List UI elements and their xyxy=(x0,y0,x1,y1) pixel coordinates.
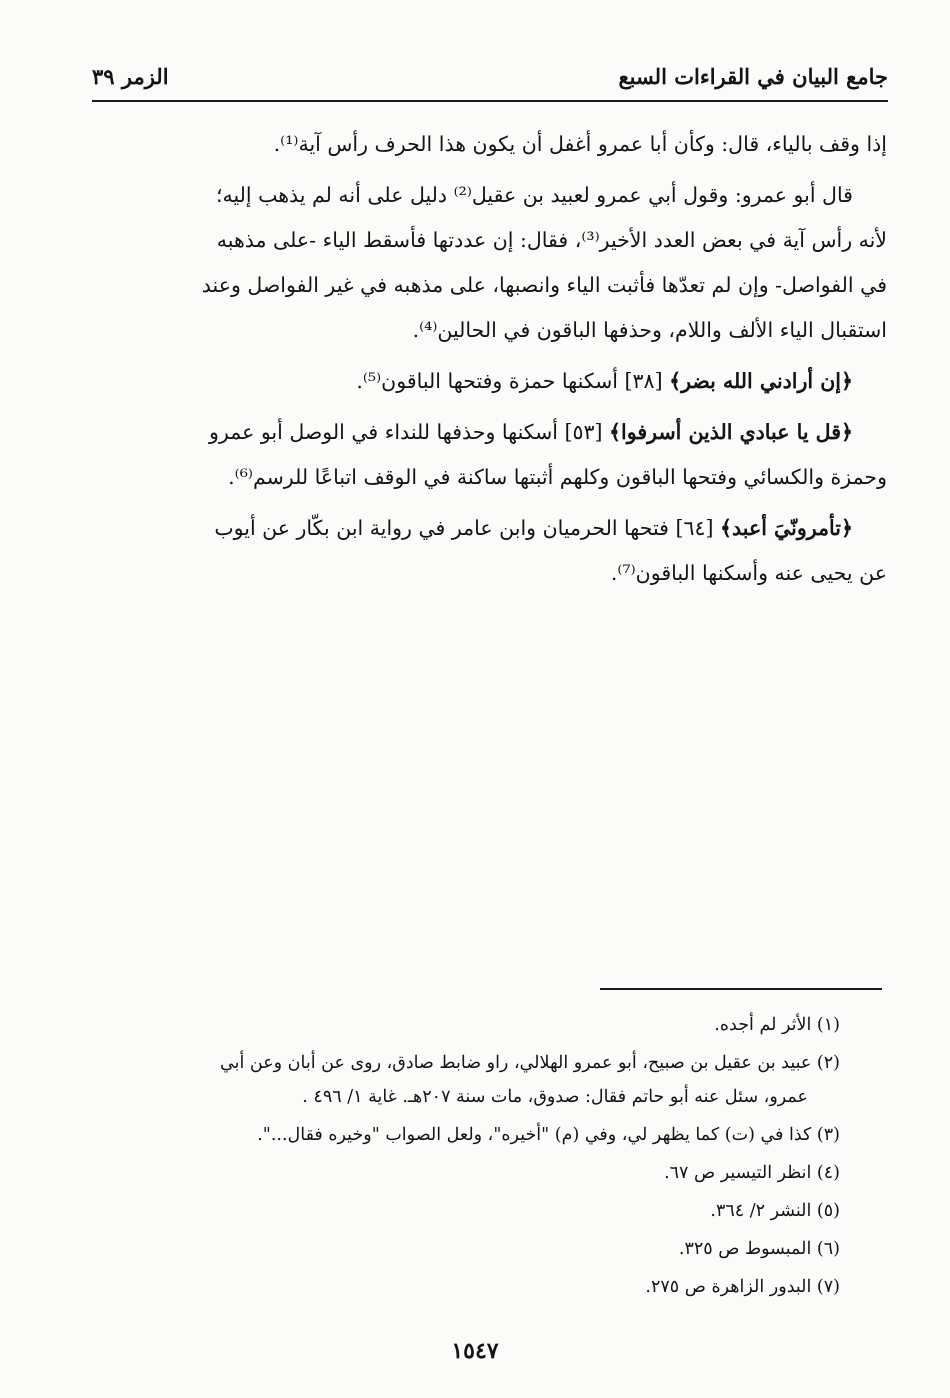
quran-verse: ﴿تأمرونّيَ أعبد﴾ xyxy=(720,516,853,540)
footnote-4 xyxy=(95,1156,840,1190)
footnote-line: (٥) النشر ٢/ ٣٦٤. xyxy=(710,1201,840,1221)
text-line: عن يحيى عنه وأسكنها الباقون⁽⁷⁾. xyxy=(610,561,887,585)
header-rule xyxy=(92,100,888,102)
text-line: في الفواصل- وإن لم تعدّها فأثبت الياء وانصبها، على مذهبه في غير الفواصل وعند xyxy=(201,273,887,297)
footnotes xyxy=(95,1008,840,1308)
commentary-text: [٣٨] أسكنها حمزة وفتحها الباقون⁽⁵⁾. xyxy=(356,369,670,393)
text-line: استقبال الياء الألف واللام، وحذفها الباقون في الحالين⁽⁴⁾. xyxy=(412,318,887,342)
footnote-2 xyxy=(95,1046,840,1114)
footnote-6 xyxy=(95,1232,840,1266)
running-header xyxy=(92,60,888,94)
footnote-line: (٢) عبيد بن عقيل بن صبيح، أبو عمرو الهلالي، راو ضابط صادق، روى عن أبان وعن أبي xyxy=(219,1053,840,1073)
commentary-text: [٥٣] أسكنها وحذفها للنداء في الوصل أبو عمرو xyxy=(209,420,610,444)
footnote-line: (٤) انظر التيسير ص ٦٧. xyxy=(664,1163,840,1183)
page-number: ١٥٤٧ xyxy=(451,1338,499,1364)
text-line: وحمزة والكسائي وفتحها الباقون وكلهم أثبتها ساكنة في الوقف اتباعًا للرسم⁽⁶⁾. xyxy=(228,465,887,489)
paragraph-1 xyxy=(95,122,887,167)
quran-verse: ﴿قل يا عبادي الذين أسرفوا﴾ xyxy=(609,420,853,444)
main-text xyxy=(95,122,887,602)
footnote-separator xyxy=(600,988,882,990)
footnote-5 xyxy=(95,1194,840,1228)
footnote-7 xyxy=(95,1270,840,1304)
surah-label: الزمر ٣٩ xyxy=(92,64,169,89)
paragraph-4 xyxy=(95,410,887,500)
quran-verse: ﴿إن أرادني الله بضر﴾ xyxy=(669,369,853,393)
commentary-text: [٦٤] فتحها الحرميان وابن عامر في رواية ابن بكّار عن أيوب xyxy=(214,516,721,540)
paragraph-3 xyxy=(95,359,887,404)
text-line: لأنه رأس آية في بعض العدد الأخير⁽³⁾، فقال: إن عددتها فأسقط الياء -على مذهبه xyxy=(216,228,887,252)
book-title: جامع البيان في القراءات السبع xyxy=(618,64,888,89)
text-line: قال أبو عمرو: وقول أبي عمرو لعبيد بن عقيل⁽²⁾ دليل على أنه لم يذهب إليه؛ xyxy=(215,183,853,207)
text-line xyxy=(95,359,887,404)
footnote-line: (٧) البدور الزاهرة ص ٢٧٥. xyxy=(645,1277,840,1297)
paragraph-2 xyxy=(95,173,887,353)
footnote-1 xyxy=(95,1008,840,1042)
text-line: إذا وقف بالياء، قال: وكأن أبا عمرو أغفل أن يكون هذا الحرف رأس آية⁽¹⁾. xyxy=(273,132,887,156)
footnote-3 xyxy=(95,1118,840,1152)
footnote-line: عمرو، سئل عنه أبو حاتم فقال: صدوق، مات سنة ٢٠٧هـ. غاية ١/ ٤٩٦ . xyxy=(302,1087,808,1107)
text-line xyxy=(95,410,887,455)
footnote-line: (٣) كذا في (ت) كما يظهر لي، وفي (م) "أخيره"، ولعل الصواب "وخيره فقال...". xyxy=(257,1125,840,1145)
footnote-line: (٦) المبسوط ص ٣٢٥. xyxy=(678,1239,840,1259)
paragraph-5 xyxy=(95,506,887,596)
footnote-line: (١) الأثر لم أجده. xyxy=(714,1015,840,1035)
text-line xyxy=(95,506,887,551)
